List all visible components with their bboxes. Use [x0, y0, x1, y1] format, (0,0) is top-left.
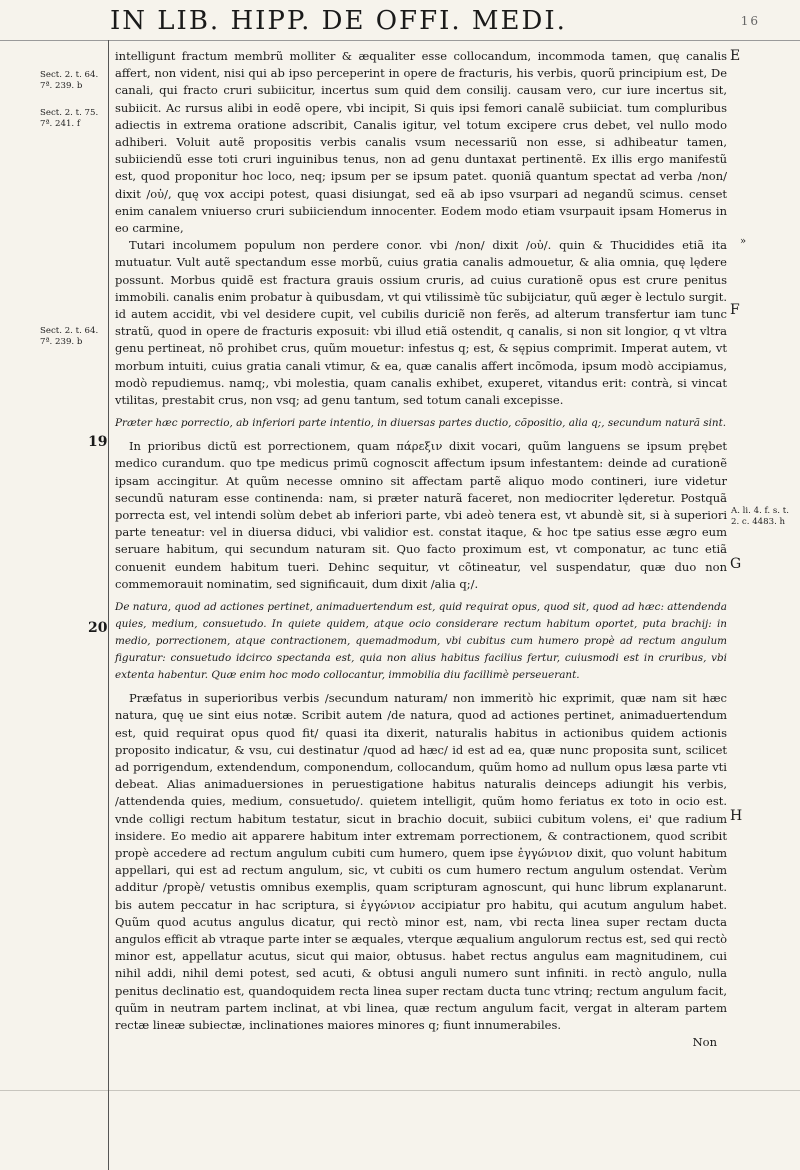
section-number-20: 20: [88, 620, 108, 636]
margin-letter-h: H: [730, 808, 743, 824]
section-number-19: 19: [88, 434, 108, 450]
margin-letter-f: F: [730, 302, 740, 318]
margin-rule: [108, 40, 109, 1170]
body-text: [115, 48, 727, 1051]
paragraph-4: Præfatus in superioribus verbis /secundum naturam/ non immeritò hic exprimit, quæ nam sit hæc natura, quę ue sint eius notæ. Scribit autem /de natura, quod ad actiones pertinet, animaduertendum est, quid requirat opus quod fit/ quasi ita dixerit, naturalis habitus in actionibus quidem actionis proposito indicatur, & vsu, cui destinatur /quod ad hæc/ id est ad ea, quæ nunc proposita sunt, scilicet ad porrigendum, extendendum, componendum, collocandum, quũm homo ad nullum opus læsa parte vti debeat. Alias animaduersiones in peruestigatione habitus naturalis deinceps adiungit his verbis, /attendenda quies, medium, consuetudo/. quietem intelligit, quũm homo feriatus ex toto in ocio est. vnde colligi rectum habitum testatur, sicut in brachio docuit, subiici cubitum volens, ei' que radium insidere. Eo medio ait apparere habitum inter extremam porrectionem, & contractionem, quod scribit propè accedere ad rectum angulum cubiti cum humero, quem ipse ἐγγώνιον dixit, quo volunt habitum appellari, qui est ad rectum angulum, sic, vt cubiti os cum humero rectum angulum ostendat. Verùm additur /propè/ vetustis omnibus exemplis, quam scripturam agnoscunt, qui hunc librum explanarunt. bis autem peccatur in hac scriptura, si ἐγγώνιον accipiatur pro habitu, qui acutum angulum habet. Quũm quod acutus angulus dicatur, qui rectò minor est, nam, vbi recta linea super rectam ducta angulos efficit ab vtraque parte inter se æquales, vterque æqualium angulorum rectus est, sed qui rectò minor est, appellatur acutus, sicut qui maior, obtusus. habet rectus angulus eam magnitudinem, cui nihil addi, nihil demi potest, sed acuti, & obtusi anguli numero sunt infiniti. in rectò angulo, nulla penitus declinatio est, quandoquidem recta linea super rectam ducta tunc vtrinq; rectum angulum facit, quũm in neutram partem inclinat, at vbi linea, quæ rectum angulum facit, vergat in alteram partem rectæ lineæ subiectæ, inclinationes maiores minores q; fiunt innumerabiles.: [115, 691, 727, 1032]
margin-letter-e: E: [730, 48, 741, 64]
header-rule: [0, 40, 800, 41]
folio-number: 16: [740, 14, 760, 28]
lemma-19: Præter hæc porrectio, ab inferiori parte intentio, in diuersas partes ductio, cõpositio, alia q;, secundum naturã sint.: [115, 417, 727, 430]
paragraph-2: Tutari incolumem populum non perdere conor. vbi /non/ dixit /οὐ/. quin & Thucidides etiã ita mutuatur. Vult autẽ spectandum esse morbũ, cuius gratia canalis admouetur, & alia omnia, quę lędere possunt. Morbus quidẽ est fractura grauis ossium cruris, ad cuius curationẽ opus est crure penitus immobili. canalis enim probatur à quibusdam, vt qui vtilissimè tũc subijciatur, quũ æger è lectulo surgit. id autem accidit, vbi vel desidere cupit, vel cubilis duriciẽ non ferẽs, ad alterum transfertur iam tunc stratũ, quod in opere de fracturis exposuit: vbi illud etiã ostendit, q canalis, si non sit longior, q vt vltra genu pertineat, nõ prohibet crus, quũm mouetur: infestus q; est, & sępius comprimit. Imperat autem, vt morbum intuiti, cuius gratia canali vtimur, & ea, quæ canalis affert incõmoda, ipsum modò accipiamus, modò repudiemus. namq;, vbi molestia, quam canalis exhibet, exuperet, vitandus erit: contrà, si vincat vtilitas, prestabit crus, non vsq; ad genu tantum, sed totum canali excepisse.: [115, 238, 727, 408]
margin-letter-g: G: [730, 556, 742, 572]
margin-mark: »: [740, 236, 747, 247]
lemma-20: De natura, quod ad actiones pertinet, animaduertendum est, quid requirat opus, quod sit, quod ad hæc: attendenda quies, medium, consuetudo. In quiete quidem, atque ocio considerare rectum habitum oportet, puta brachij: in medio, porrectionem, atque contractionem, quemadmodum, vbi cubitus cum humero propè ad rectum angulum figuratur: consuetudo idcirco spectanda est, quia non alius habitus facilius fertur, cuiusmodi est in cruribus, vbi extenta habentur. Quæ enim hoc modo collocantur, immobilia diu facillimè perseuerant.: [115, 601, 727, 682]
paragraph-3: In prioribus dictũ est porrectionem, quam πάρεξιν dixit vocari, quũm languens se ipsum prębet medico curandum. quo tpe medicus primũ cognoscit affectum ipsum infestantem: deinde ad curationẽ ipsam accingitur. At quũm necesse omnino sit affectam partẽ aliquo modo contineri, iure videtur secundũ naturam esse continenda: nam, si præter naturã faceret, non mediocriter lęderetur. Postquã porrecta est, vel intendi solùm debet ab inferiori parte, vbi adeò tenera est, vt abundè sit, si à superiori parte teneatur: vel in diuersa diduci, vbi validior est. constat itaque, & hoc tpe satius esse ægro eum seruare habitum, qui secundum naturam sit. Quo facto proximum est, vt componatur, ac tunc etiã conuenit eundem habitum tueri. Dehinc sequitur, vt cõtineatur, vel suspendatur, quæ duo non commemorauit nominatim, sed significauit, dum dixit /alia q;/.: [115, 439, 727, 591]
margin-note-3: Sect. 2. t. 64. 7ª. 239. b: [40, 326, 99, 347]
margin-note-1: Sect. 2. t. 64. 7ª. 239. b: [40, 70, 99, 91]
running-title: IN LIB. HIPP. DE OFFI. MEDI.: [110, 6, 567, 36]
catchword: Non: [692, 1035, 717, 1050]
paragraph-1: intelligunt fractum membrũ molliter & æqualiter esse collocandum, incommoda tamen, quę canalis affert, non vident, nisi qui ab ipso perceperint in opere de fracturis, his verbis, quorũ principium est, De canali, qui fracto cruri subiicitur, incertus sum quid dem consilij. causam vero, cur iure incertus sit, subiicit. Ac rursus alibi in eodẽ opere, vbi incipit, Si quis ipsi femori canalẽ subiiciat. tum compluribus adiectis in extrema oratione adscribit, Canalis igitur, vel totum excipere crus debet, vel nullo modo adhiberi. Voluit autẽ propositis verbis canalis vsum necessariũ non esse, si adhibeatur tamen, subiiciendũ esse toti cruri inguinibus tenus, non ad genu duntaxat pertinentẽ. Ex illis ergo manifestũ est, quod proponitur hoc loco, neq; ipsum per se ipsum patet. quoniã quantum spectat ad verba /non/ dixit /οὐ/, quę vox accipi potest, quasi disiungat, sed eã ab ipso vsurpari ad negandũ scimus. censet enim canalem vniuerso cruri subiiciendum innocenter. Eodem modo etiam vsurpauit ipsam Homerus in eo carmine,: [115, 49, 727, 236]
page-bottom-rule: [0, 1090, 800, 1091]
margin-note-2: Sect. 2. t. 75. 7ª. 241. f: [40, 108, 99, 129]
margin-note-right: A. li. 4. f. s. t. 2. c. 4483. h: [731, 506, 789, 527]
running-header: [110, 2, 760, 40]
